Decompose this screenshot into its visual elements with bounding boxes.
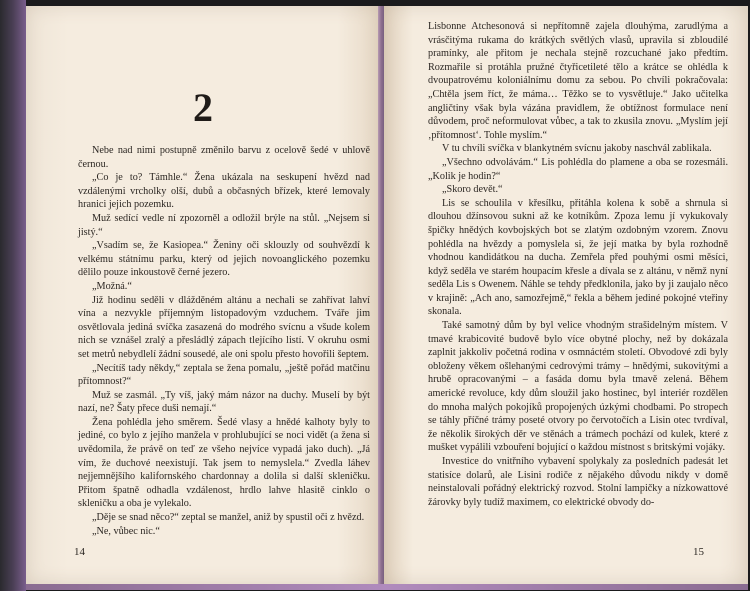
right-page-body (428, 20, 728, 509)
paragraph: „Možná.“ (92, 280, 132, 292)
paragraph: Investice do vnitřního vybavení spolykaly za posledních padesát let statisíce dolarů, ale Lisini rodiče z nějakého důvodu nikdy v domě neinstalovali pořádný elektrický rozvod. Stolní lampičky a nízkowattové žárovky byly tudíž maximem, co elektrické obvody do- (428, 456, 728, 508)
paragraph: „Děje se snad něco?“ zeptal se manžel, aniž by spustil oči z hvězd. (92, 512, 365, 524)
paragraph: Již hodinu seděli v dlážděném altánu a nechali se zahřívat lahví vína a nezvykle příjemným listopadovým vzduchem. Tváře jim osvětlovala jediná svíčka zasazená do modrého svícnu a všude kolem nich se vznášel zralý a přesládlý zápach tlejícího listí. V okruhu osmi set metrů nebydlelí žádní sousedé, ale oni spolu přesto hovořili šeptem. (78, 294, 370, 360)
paragraph: Muž sedící vedle ní zpozorněl a odložil brýle na stůl. „Nejsem si jistý.“ (78, 212, 370, 238)
paragraph: „Vsadím se, že Kasiopea.“ Ženiny oči sklouzly od souhvězdí k velkému státnímu parku, který od jejich novoanglického pozemku dělilo pouze inkoustově černé jezero. (78, 240, 370, 279)
page-number: 14 (74, 546, 85, 558)
paragraph: „Skoro devět.“ (442, 184, 503, 196)
paragraph: Nebe nad nimi postupně změnilo barvu z ocelově šedé v uhlově černou. (78, 145, 370, 170)
book-bottom-edge (26, 584, 748, 590)
paragraph: V tu chvíli svíčka v blankytném svícnu jakoby naschvál zablikala. (442, 143, 712, 155)
left-page-body (78, 144, 370, 538)
paragraph: Žena pohlédla jeho směrem. Šedé vlasy a hnědé kalhoty byly to jediné, co bylo z jejího manžela v prohlubující se noci vidět (a žena si uvědomila, že právě on teď ze všeho nejvíce vypadá jako duch). „Já vím, že duchové neexistují. Tak jsem to nemyslela.“ Zvedla láhev nejjemnějšího kalifornského chardonnay a dolila si další skleničku. Přitom špatně odhadla vzdálenost, hrdlo lahve hlasitě cinklo o skleničku a oba je vylekalo. (78, 416, 370, 510)
paragraph: Lis se schoulila v křesílku, přitáhla kolena k sobě a shrnula si dlouhou džínsovou sukni až ke kotníkům. Zpoza lemu jí vykukovaly špičky hnědých kovbojských bot se zlatým ozdobným vzorem. Znovu pohlédla na hvězdy a pomyslela si, že její matka by byla rozhodně vhodnou kandidátkou na ducha. Zemřela před pouhými osmi měsíci, když seděla ve starém houpacím křesle a dívala se z altánu, v němž nyní seděla Lis s Owenem. Náhle se tehdy předklonila, jako by ji zaujalo něco v krajině: „Ach ano, samozřejmě,“ řekla a během jediné pokojné vteřiny skonala. (428, 197, 728, 318)
left-page (26, 6, 381, 584)
open-book (16, 6, 743, 586)
paragraph: Lisbonne Atchesonová si nepřítomně zajela dlouhýma, zarudlýma a vrásčitýma rukama do krátkých světlých vlasů, upravila si zbloudilé pramínky, ale přitom je nechala stejně rozcuchané jako předtím. Rozmařile si protáhla pružné čtyřicetileté tělo a krátce se ohlédla k dvoupatrovému koloniálnímu domu za sebou. Po chvíli pokračovala: „Chtěla jsem říct, že máma… Těžko se to vysvětluje.“ Jako učitelka angličtiny však byla vázána pravidlem, že obtížnost formulace není důvodem, proč neformulovat vůbec, a tak to zkusila znovu. „Myslím její ‚přítomnost‘. Tohle myslím.“ (428, 21, 728, 141)
paragraph: Muž se zasmál. „Ty víš, jaký mám názor na duchy. Muselí by být nazí, ne? Šaty přece duši nemají.“ (78, 389, 370, 415)
paragraph: „Ne, vůbec nic.“ (92, 525, 160, 537)
right-page (384, 6, 748, 584)
paragraph: „Necítíš tady někdy,“ zeptala se žena pomalu, „ještě pořád matčinu přítomnost?“ (78, 362, 370, 388)
paragraph: Také samotný dům by byl velice vhodným strašidelným místem. V tmavé krabicovité budově bylo více obytné plochy, než by dokázala zaplnit jakkoliv početná rodina v osmnáctém století. Obvodové zdi byly obloženy věkem ošlehanými cedrovými trámy – hnědými, sukovitými a hrubě opracovanými – a fasáda domu byla tmavě zelená. Během americké revoluce, kdy dům sloužil jako hostinec, byl interiér rozdělen do mnoha malých pokojíků propojených úzkými chodbami. Po stropech se táhly příčné trámy poseté otvory po červotočích a Lisin otec tvrdíval, že několik širokých děr ve stěnách a trámech pochází od kulek, které z mušket vypálili vzbouření bojující o každou místnost s britskými vojáky. (428, 320, 728, 454)
chapter-number: 2 (193, 85, 213, 130)
paragraph: „Všechno odvolávám.“ Lis pohlédla do plamene a oba se rozesmáli. „Kolik je hodin?“ (428, 156, 728, 182)
paragraph: „Co je to? Támhle.“ Žena ukázala na seskupení hvězd nad vzdálenými vrcholky olší, dubů a občasných břízek, které lemovaly hranici jejich pozemku. (78, 172, 370, 211)
page-number: 15 (693, 546, 704, 558)
